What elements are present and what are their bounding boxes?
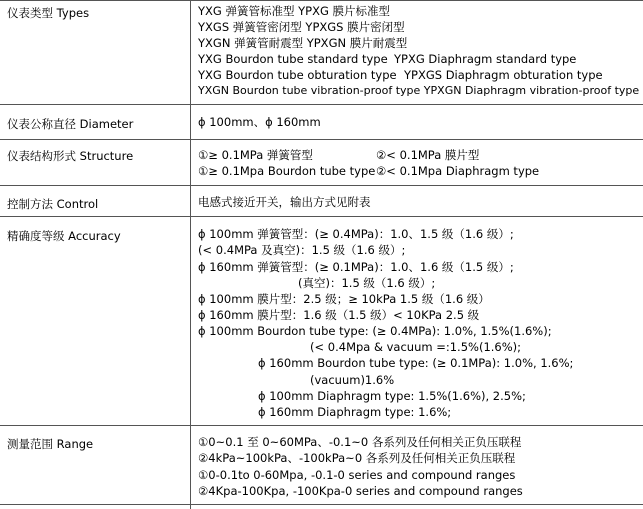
accuracy-line: ϕ 100mm Diaphragm type: 1.5%(1.6%), 2.5%; (258, 389, 526, 403)
label-structure: 仪表结构形式 Structure (7, 149, 134, 163)
accuracy-line: ϕ 100mm Bourdon tube type: (≥ 0.4MPa): 1.0%, 1.5%(1.6%); (198, 324, 552, 338)
structure-line: ②< 0.1Mpa Diaphragm type (376, 164, 540, 178)
row-range (0, 425, 643, 505)
structure-line: ①≥ 0.1Mpa Bourdon tube type (198, 164, 376, 178)
accuracy-line: ϕ 160mm Diaphragm type: 1.6%; (258, 405, 452, 419)
row-diameter (0, 104, 643, 140)
row-types (0, 0, 643, 105)
range-line: ②4kPa~100kPa、-100kPa~0 各系列及任何相关正负压联程 (198, 451, 516, 465)
label-range: 测量范围 Range (7, 437, 94, 451)
accuracy-line: ϕ 160mm 弹簧管型：(≥ 0.1MPa)：1.0、1.6 级（1.5 级）; (198, 260, 514, 274)
label-accuracy: 精确度等级 Accuracy (7, 229, 121, 243)
row-control (0, 185, 643, 217)
label-control: 控制方法 Control (7, 197, 99, 211)
accuracy-line: ϕ 160mm Bourdon tube type: (≥ 0.1MPa): 1.0%, 1.6%; (258, 356, 574, 370)
label-diameter: 仪表公称直径 Diameter (7, 117, 134, 131)
accuracy-line: (< 0.4Mpa & vacuum =:1.5%(1.6%); (310, 340, 522, 354)
accuracy-line: ϕ 100mm 膜片型：2.5 级；≥ 10kPa 1.5 级（1.6 级） (198, 292, 490, 306)
types-line: YXG Bourdon tube standard type (198, 52, 388, 66)
row-accuracy (0, 216, 643, 426)
row-structure (0, 139, 643, 186)
accuracy-line: (vacuum)1.6% (310, 373, 395, 387)
types-line: YXGN 弹簧管耐震型 YPXGN 膜片耐震型 (198, 36, 408, 50)
accuracy-line: ϕ 100mm 弹簧管型：(≥ 0.4MPa)：1.0、1.5 级（1.6 级）; (198, 227, 514, 241)
structure-line: ①≥ 0.1MPa 弹簧管型 (198, 148, 313, 162)
accuracy-line: (< 0.4MPa 及真空)：1.5 级（1.6 级）; (198, 243, 406, 257)
types-line: YPXG Diaphragm standard type (394, 52, 577, 66)
label-types: 仪表类型 Types (7, 6, 90, 20)
diameter-line: ϕ 100mm、ϕ 160mm (198, 115, 321, 129)
structure-line: ②< 0.1MPa 膜片型 (376, 148, 480, 162)
types-line: YXG 弹簧管标准型 YPXG 膜片标准型 (198, 4, 391, 18)
control-line: 电感式接近开关，输出方式见附表 (198, 195, 371, 209)
range-line: ①0-0.1to 0-60Mpa, -0.1-0 series and compound ranges (198, 468, 516, 482)
accuracy-line: (真空)：1.5 级（1.6 级）; (298, 276, 436, 290)
accuracy-line: ϕ 160mm 膜片型：1.6 级（1.5 级）< 10KPa 2.5 级 (198, 308, 480, 322)
types-line: YXGS 弹簧管密闭型 YPXGS 膜片密闭型 (198, 20, 405, 34)
types-line: YXGN Bourdon tube vibration-proof type YPXGN Diaphragm vibration-proof type (198, 84, 640, 97)
range-line: ①0~0.1 至 0~60MPa、-0.1~0 各系列及任何相关正负压联程 (198, 435, 522, 449)
range-line: ②4Kpa-100Kpa, -100Kpa-0 series and compound ranges (198, 484, 523, 498)
types-line: YXG Bourdon tube obturation type (198, 68, 397, 82)
types-line: YPXGS Diaphragm obturation type (404, 68, 603, 82)
